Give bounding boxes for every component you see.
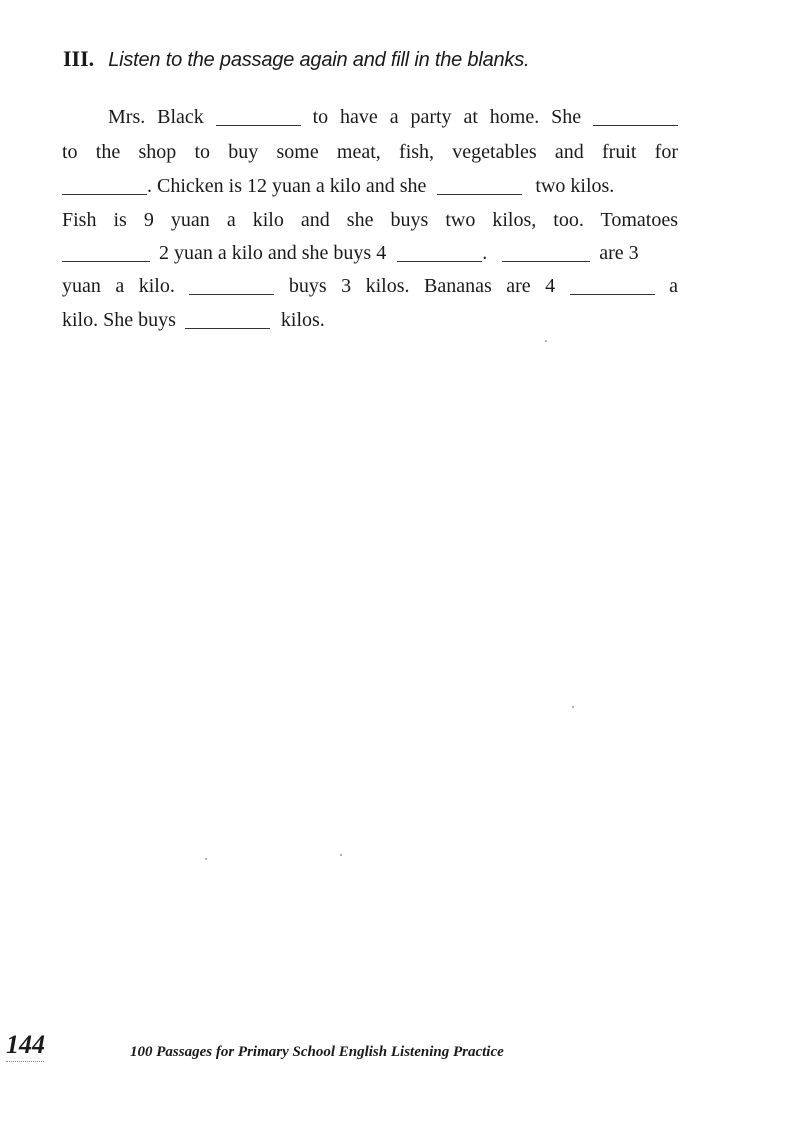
passage-line: [62, 171, 678, 201]
passage-text: yuan a kilo.: [62, 275, 175, 297]
answer-blank[interactable]: [397, 241, 482, 262]
passage-line: [62, 137, 678, 167]
scan-speck: [205, 858, 207, 860]
passage-text: kilos.: [280, 309, 325, 331]
passage-line: [62, 271, 678, 301]
section-instruction: Listen to the passage again and fill in the blanks.: [108, 49, 530, 71]
passage-text: .: [482, 242, 488, 264]
passage-text: . Chicken is 12 yuan a kilo and she: [147, 175, 427, 197]
answer-blank[interactable]: [216, 105, 301, 126]
page-number-rule: [6, 1061, 44, 1062]
passage-text: kilo. She buys: [62, 309, 176, 331]
book-title: 100 Passages for Primary School English Listening Practice: [130, 1044, 504, 1060]
answer-blank[interactable]: [593, 105, 678, 126]
scan-speck: [340, 854, 342, 856]
passage-line: [62, 205, 678, 235]
answer-blank[interactable]: [437, 174, 522, 195]
answer-blank[interactable]: [502, 241, 590, 262]
passage-text: to have a party at home. She: [312, 106, 582, 128]
passage-text: 2 yuan a kilo and she buys 4: [159, 242, 387, 264]
section-number: III.: [63, 46, 95, 71]
passage-text: a: [669, 275, 679, 297]
answer-blank[interactable]: [62, 241, 150, 262]
scan-speck: [572, 706, 574, 708]
page-number: 144: [6, 1030, 45, 1059]
passage-text: are 3: [599, 242, 639, 264]
answer-blank[interactable]: [189, 274, 274, 295]
section-heading: [63, 46, 529, 72]
passage-text: two kilos.: [535, 175, 615, 197]
answer-blank[interactable]: [62, 174, 147, 195]
answer-blank[interactable]: [185, 308, 270, 329]
passage-text: buys 3 kilos. Bananas are 4: [288, 275, 556, 297]
passage-line: [108, 102, 678, 132]
passage-text: Mrs. Black: [108, 106, 204, 128]
answer-blank[interactable]: [570, 274, 655, 295]
passage-line: [62, 305, 678, 335]
passage-text: Fish is 9 yuan a kilo and she buys two kilos, too. Tomatoes: [62, 209, 678, 231]
passage-text: to the shop to buy some meat, fish, vegetables and fruit for: [62, 141, 678, 163]
passage-line: [62, 238, 678, 268]
scan-speck: [545, 340, 547, 342]
